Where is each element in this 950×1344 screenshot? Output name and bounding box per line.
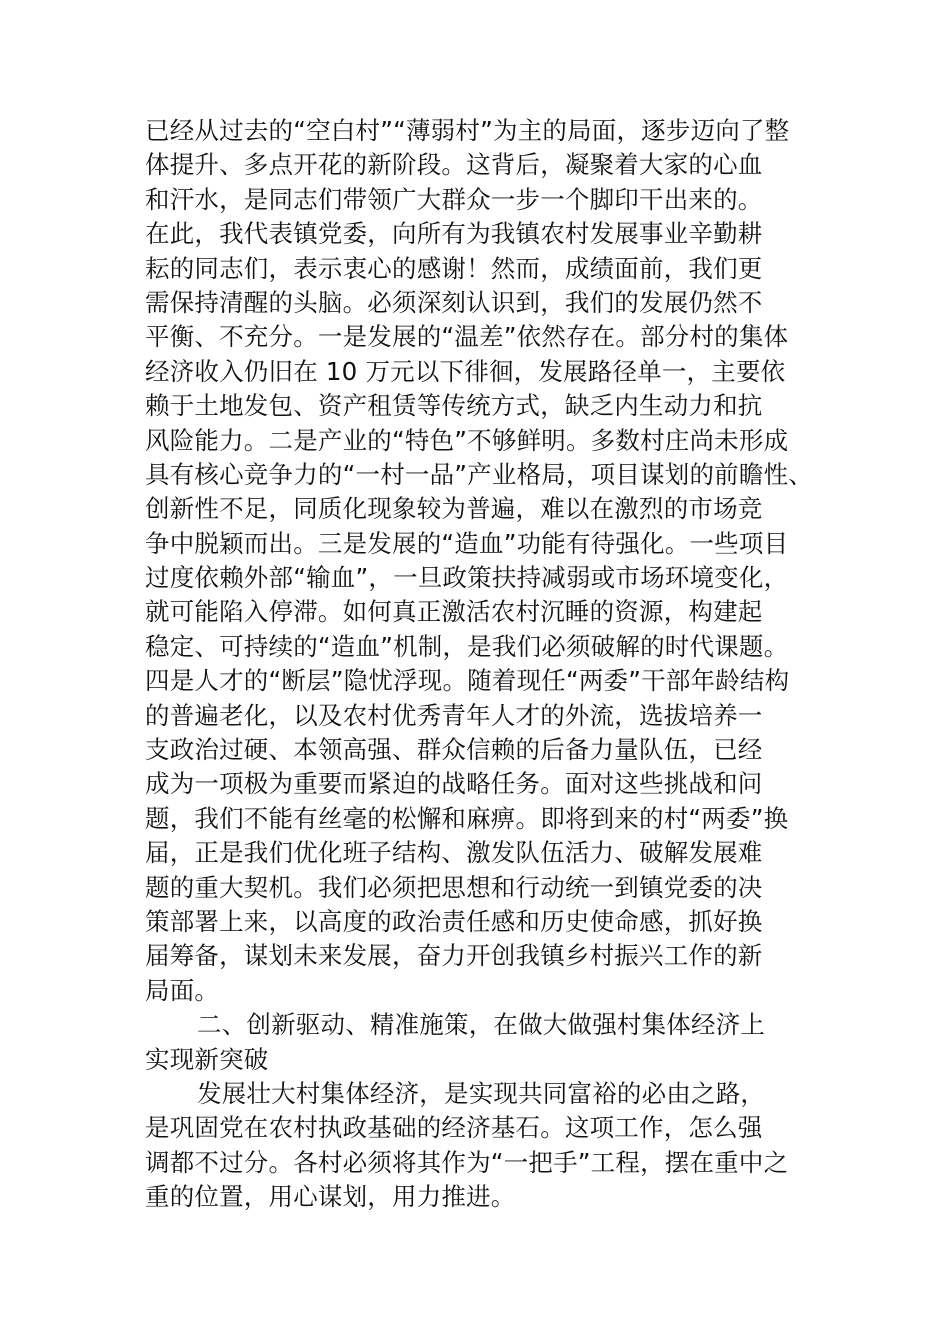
paragraph-line: 届筹备，谋划未来发展，奋力开创我镇乡村振兴工作的新 <box>145 941 763 971</box>
paragraph-line: 赖于土地发包、资产租赁等传统方式，缺乏内生动力和抗 <box>145 391 763 421</box>
paragraph-line: 的普遍老化，以及农村优秀青年人才的外流，选拔培养一 <box>145 700 763 730</box>
paragraph-line: 就可能陷入停滞。如何真正激活农村沉睡的资源，构建起 <box>145 597 763 627</box>
paragraph-line: 具有核心竞争力的“一村一品”产业格局，项目谋划的前瞻性、 <box>145 459 813 489</box>
paragraph-line: 题的重大契机。我们必须把思想和行动统一到镇党委的决 <box>145 872 763 902</box>
paragraph-line: 创新性不足，同质化现象较为普遍，难以在激烈的市场竞 <box>145 494 763 524</box>
paragraph-line: 和汗水，是同志们带领广大群众一步一个脚印干出来的。 <box>145 184 763 214</box>
paragraph-line: 争中脱颖而出。三是发展的“造血”功能有待强化。一些项目 <box>145 528 789 558</box>
section-heading: 实现新突破 <box>145 1044 269 1074</box>
paragraph-line: 已经从过去的“空白村”“薄弱村”为主的局面，逐步迈向了整 <box>145 116 790 145</box>
paragraph-line: 需保持清醒的头脑。必须深刻认识到，我们的发展仍然不 <box>145 287 763 317</box>
body-text <box>145 114 815 1215</box>
paragraph-line: 支政治过硬、本领高强、群众信赖的后备力量队伍，已经 <box>145 735 763 765</box>
paragraph-line: 发展壮大村集体经济，是实现共同富裕的必由之路， <box>197 1078 766 1108</box>
paragraph-line: 体提升、多点开花的新阶段。这背后，凝聚着大家的心血 <box>145 150 763 180</box>
paragraph-line: 策部署上来，以高度的政治责任感和历史使命感，抓好换 <box>145 906 763 936</box>
paragraph-line: 四是人才的“断层”隐忧浮现。随着现任“两委”干部年龄结构 <box>145 666 790 696</box>
paragraph-line: 平衡、不充分。一是发展的“温差”依然存在。部分村的集体 <box>145 322 789 352</box>
paragraph-line: 成为一项极为重要而紧迫的战略任务。面对这些挑战和问 <box>145 769 763 799</box>
paragraph-line: 题，我们不能有丝毫的松懈和麻痹。即将到来的村“两委”换 <box>145 803 789 833</box>
section-heading: 二、创新驱动、精准施策，在做大做强村集体经济上 <box>197 1010 766 1040</box>
paragraph-line: 经济收入仍旧在 10 万元以下徘徊，发展路径单一，主要依 <box>145 356 786 386</box>
paragraph-line: 在此，我代表镇党委，向所有为我镇农村发展事业辛勤耕 <box>145 219 763 249</box>
paragraph-line: 稳定、可持续的“造血”机制，是我们必须破解的时代课题。 <box>145 631 789 661</box>
paragraph-line: 重的位置，用心谋划，用力推进。 <box>145 1182 516 1212</box>
paragraph-line: 风险能力。二是产业的“特色”不够鲜明。多数村庄尚未形成 <box>145 425 789 455</box>
paragraph-line: 过度依赖外部“输血”，一旦政策扶持减弱或市场环境变化， <box>145 563 789 593</box>
paragraph-line: 调都不过分。各村必须将其作为“一把手”工程，摆在重中之 <box>145 1147 789 1177</box>
paragraph-line: 是巩固党在农村执政基础的经济基石。这项工作，怎么强 <box>145 1113 763 1143</box>
paragraph-line: 届，正是我们优化班子结构、激发队伍活力、破解发展难 <box>145 838 763 868</box>
paragraph-line: 局面。 <box>145 975 220 1005</box>
paragraph-line: 耘的同志们，表示衷心的感谢！然而，成绩面前，我们更 <box>145 253 763 283</box>
